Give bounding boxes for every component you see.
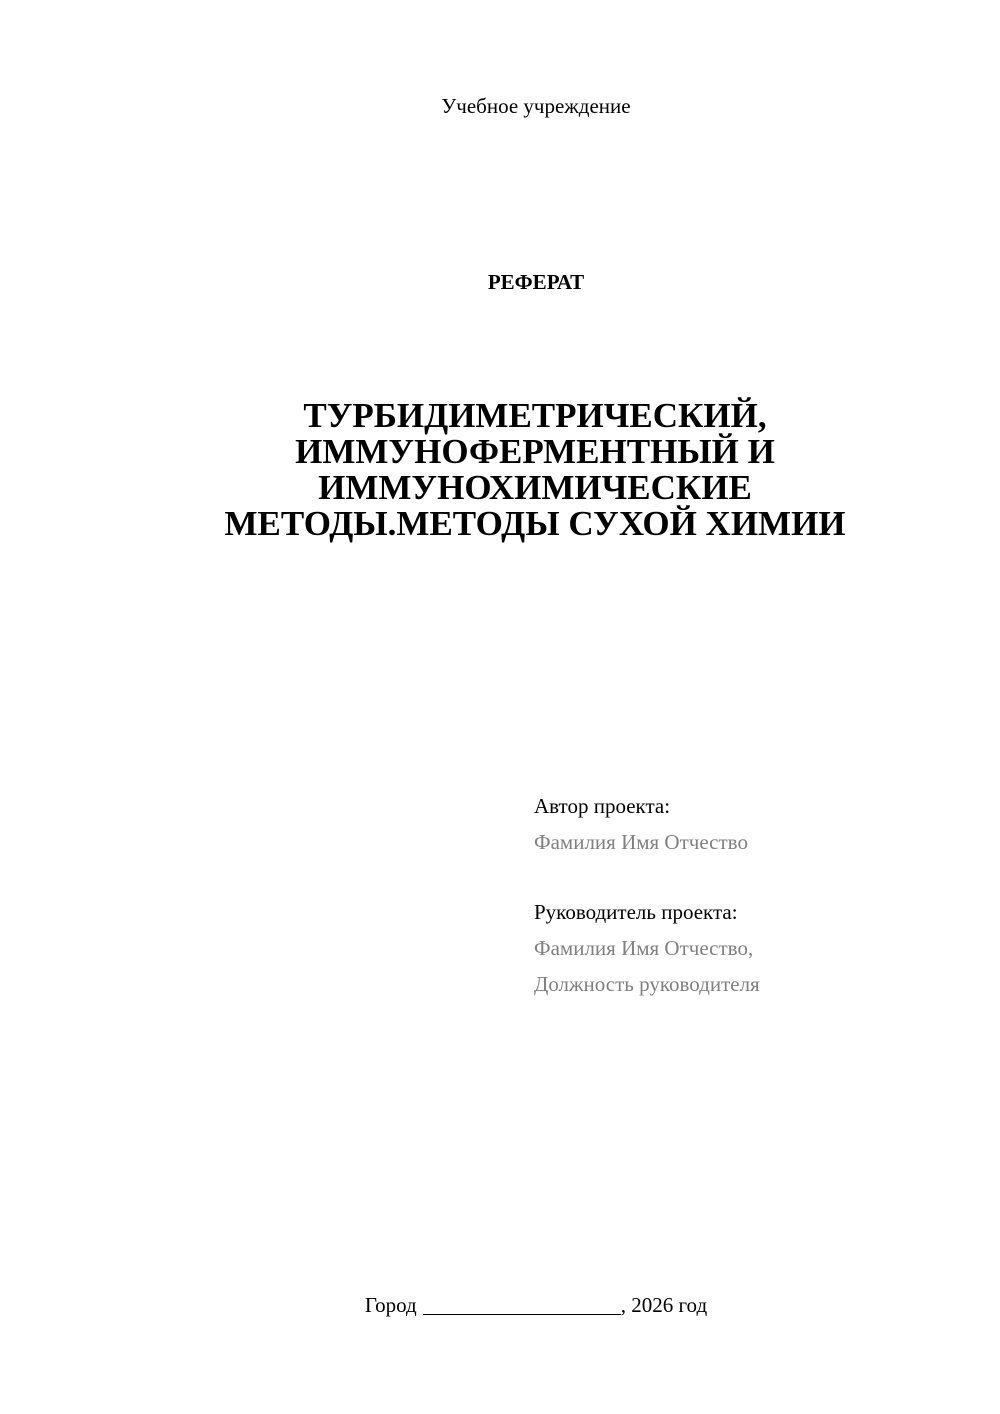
city-label: Город	[364, 1293, 417, 1317]
title-line: ИММУНОФЕРМЕНТНЫЙ И	[295, 432, 775, 471]
author-label: Автор проекта:	[534, 794, 671, 818]
year-text: , 2026 год	[620, 1293, 708, 1317]
title-line: МЕТОДЫ.МЕТОДЫ СУХОЙ ХИМИИ	[224, 504, 846, 543]
title-line: ИММУНОХИМИЧЕСКИЕ	[318, 468, 752, 507]
credits-block	[534, 788, 974, 1002]
document-title	[150, 398, 920, 542]
supervisor-position: Должность руководителя	[534, 972, 760, 996]
title-line: ТУРБИДИМЕТРИЧЕСКИЙ,	[303, 396, 767, 435]
institution-name: Учебное учреждение	[441, 94, 631, 118]
supervisor-name: Фамилия Имя Отчество,	[534, 936, 754, 960]
spacer	[534, 860, 974, 894]
city-blank-line	[423, 1294, 621, 1315]
author-name: Фамилия Имя Отчество	[534, 830, 748, 854]
city-year-line	[0, 1290, 1000, 1320]
document-type: РЕФЕРАТ	[487, 270, 585, 294]
supervisor-label: Руководитель проекта:	[534, 900, 738, 924]
